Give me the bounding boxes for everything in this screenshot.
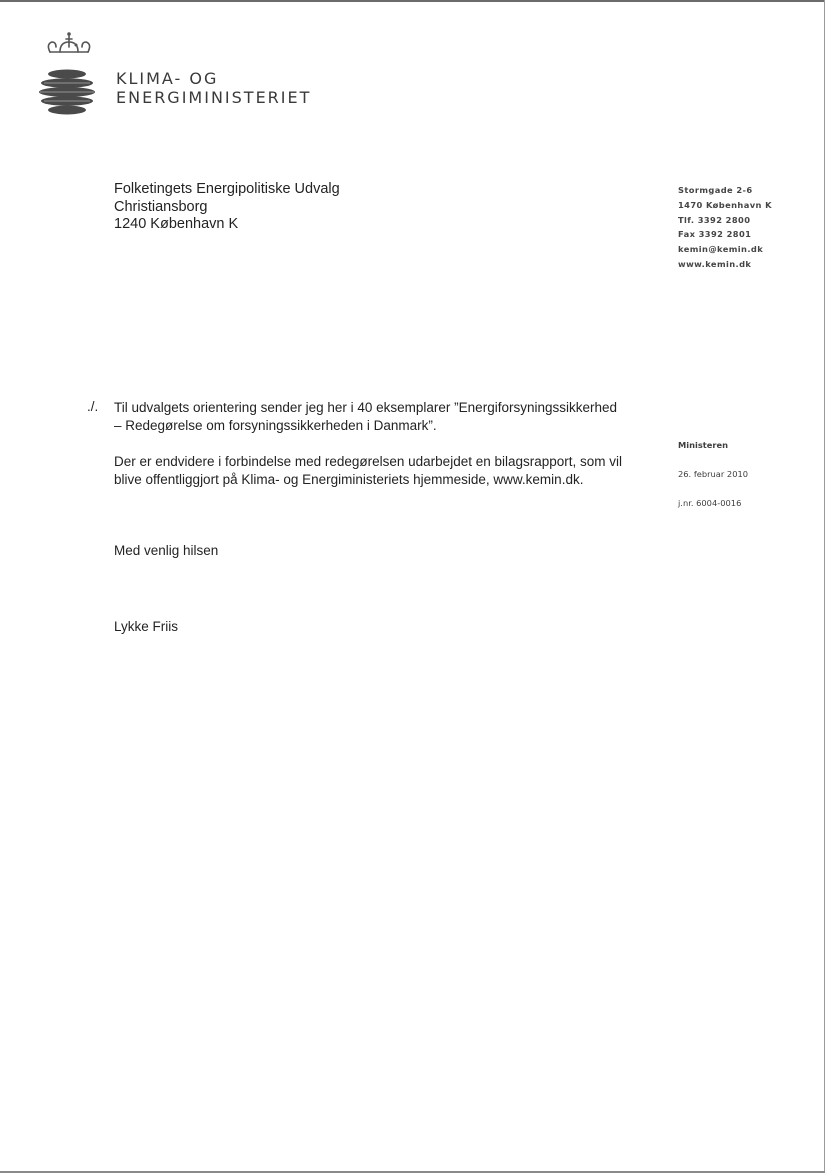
paragraph-1 (114, 399, 654, 434)
ministry-name-line1: KLIMA- OG (116, 69, 219, 88)
ministry-name-line2: ENERGIMINISTERIET (116, 88, 312, 107)
sender-fax: Fax 3392 2801 (678, 229, 752, 240)
journal-number: j.nr. 6004-0016 (678, 498, 742, 508)
closing-salutation: Med venlig hilsen (114, 543, 219, 558)
sender-postcode: 1470 København K (678, 199, 772, 210)
ministry-name (116, 69, 311, 107)
paragraph-line: Der er endvidere i forbindelse med redegørelsen udarbejdet en bilagsrapport, som vil (114, 454, 623, 469)
sender-phone: Tlf. 3392 2800 (678, 214, 751, 225)
crown-globe-icon (30, 30, 110, 125)
paragraph-line: Til udvalgets orientering sender jeg her i 40 eksemplarer ”Energiforsyningssikkerhed (114, 400, 618, 415)
sender-contact-block (678, 183, 772, 272)
paragraph-line: – Redegørelse om forsyningssikkerheden i Danmark”. (114, 417, 437, 433)
from-label: Ministeren (678, 440, 729, 450)
paragraph-2 (114, 453, 654, 488)
recipient-line: 1240 København K (114, 216, 239, 232)
scan-edge-top (0, 0, 825, 2)
letter-date: 26. februar 2010 (678, 469, 749, 479)
paragraph-line: blive offentliggjort på Klima- og Energiministeriets hjemmeside, www.kemin.dk. (114, 471, 584, 487)
signature-name: Lykke Friis (114, 619, 179, 634)
recipient-line: Folketingets Energipolitiske Udvalg (114, 181, 340, 197)
sender-email: kemin@kemin.dk (678, 244, 764, 255)
recipient-line: Christiansborg (114, 198, 208, 215)
sender-street: Stormgade 2-6 (678, 185, 753, 195)
recipient-address (114, 181, 340, 234)
sender-website: www.kemin.dk (678, 258, 752, 269)
enclosure-mark: ./. (87, 399, 99, 414)
